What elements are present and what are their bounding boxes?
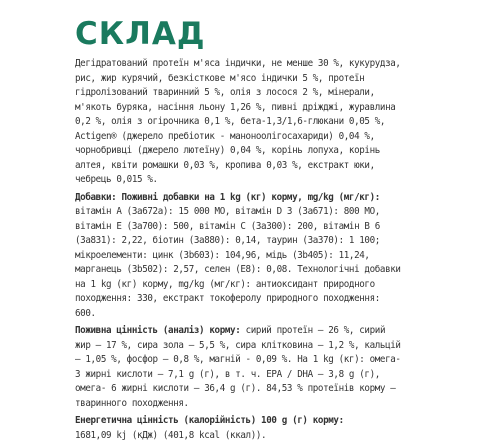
nutrition-heading: Поживна цінність (аналіз) корму: [75, 325, 241, 336]
additives-paragraph [75, 191, 404, 322]
additives-text: вітамін А (3а672a): 15 000 МО, вітамін D 3 (3а671): 800 МО, вітамін Е (3а700): 500, вітамін С (3а300): 200, вітамін В 6 (3а831): 2,22, біотин (3а880): 0,14, таурин (3а370): 1 100; мікроелементи: цинк (3b603): 104,96, мідь (3b405): 11,24, марганець (3b502): 2,57, селен (Е8): 0,08. Технологічні добавки на 1 kg (кг) корму, mg/kg (мг/кг): антиоксидант природного походження: 330, екстракт токоферолу природного походження: 600. [75, 206, 401, 319]
nutrition-text: сирий протеїн – 26 %, сирий жир – 17 %, сира зола – 5,5 %, сира клітковина – 1,2 %, кальцій – 1,05 %, фосфор – 0,8 %, магній - 0,09 %. На 1 kg (кг): омега- 3 жирні кислоти – 7,1 g (г), в т. ч. EPA / DHA – 3,8 g (г), омега- 6 жирні кислоти – 36,4 g (г). 84,53 % протеїнів корму – тваринного походження. [75, 325, 401, 409]
composition-content [75, 57, 404, 446]
energy-heading: Енергетична цінність (калорійність) 100 g (г) корму: [75, 415, 344, 426]
energy-text: 1681,09 kj (кДж) (401,8 kcal (ккал)). [75, 429, 267, 441]
nutrition-paragraph [75, 324, 404, 411]
additives-heading: Добавки: Поживні добавки на 1 kg (кг) корму, mg/kg (мг/кг): [75, 191, 380, 203]
energy-paragraph [75, 414, 404, 443]
page-title: СКЛАД [75, 16, 206, 52]
composition-paragraph: Дегідратований протеїн м'яса індички, не менше 30 %, кукурудза, рис, жир курячий, безкісткове м'ясо індички 5 %, протеїн гідролізований тваринний 5 %, олія з лосося 2 %, мінерали, м'якоть буряка, насіння льону 1,26 %, пивні дріжджі, журавлина 0,2 %, олія з огірочника 0,1 %, бета-1,3/1,6-глюкани 0,05 %, Actigen® (джерело пребіотик - маноноолігосахариди) 0,04 %, чорнобривці (джерело лютеїну) 0,04 %, корінь лопуха, корінь алтея, квіти ромашки 0,03 %, кропива 0,03 %, екстракт юки, чебрець 0,015 %. [75, 58, 401, 185]
